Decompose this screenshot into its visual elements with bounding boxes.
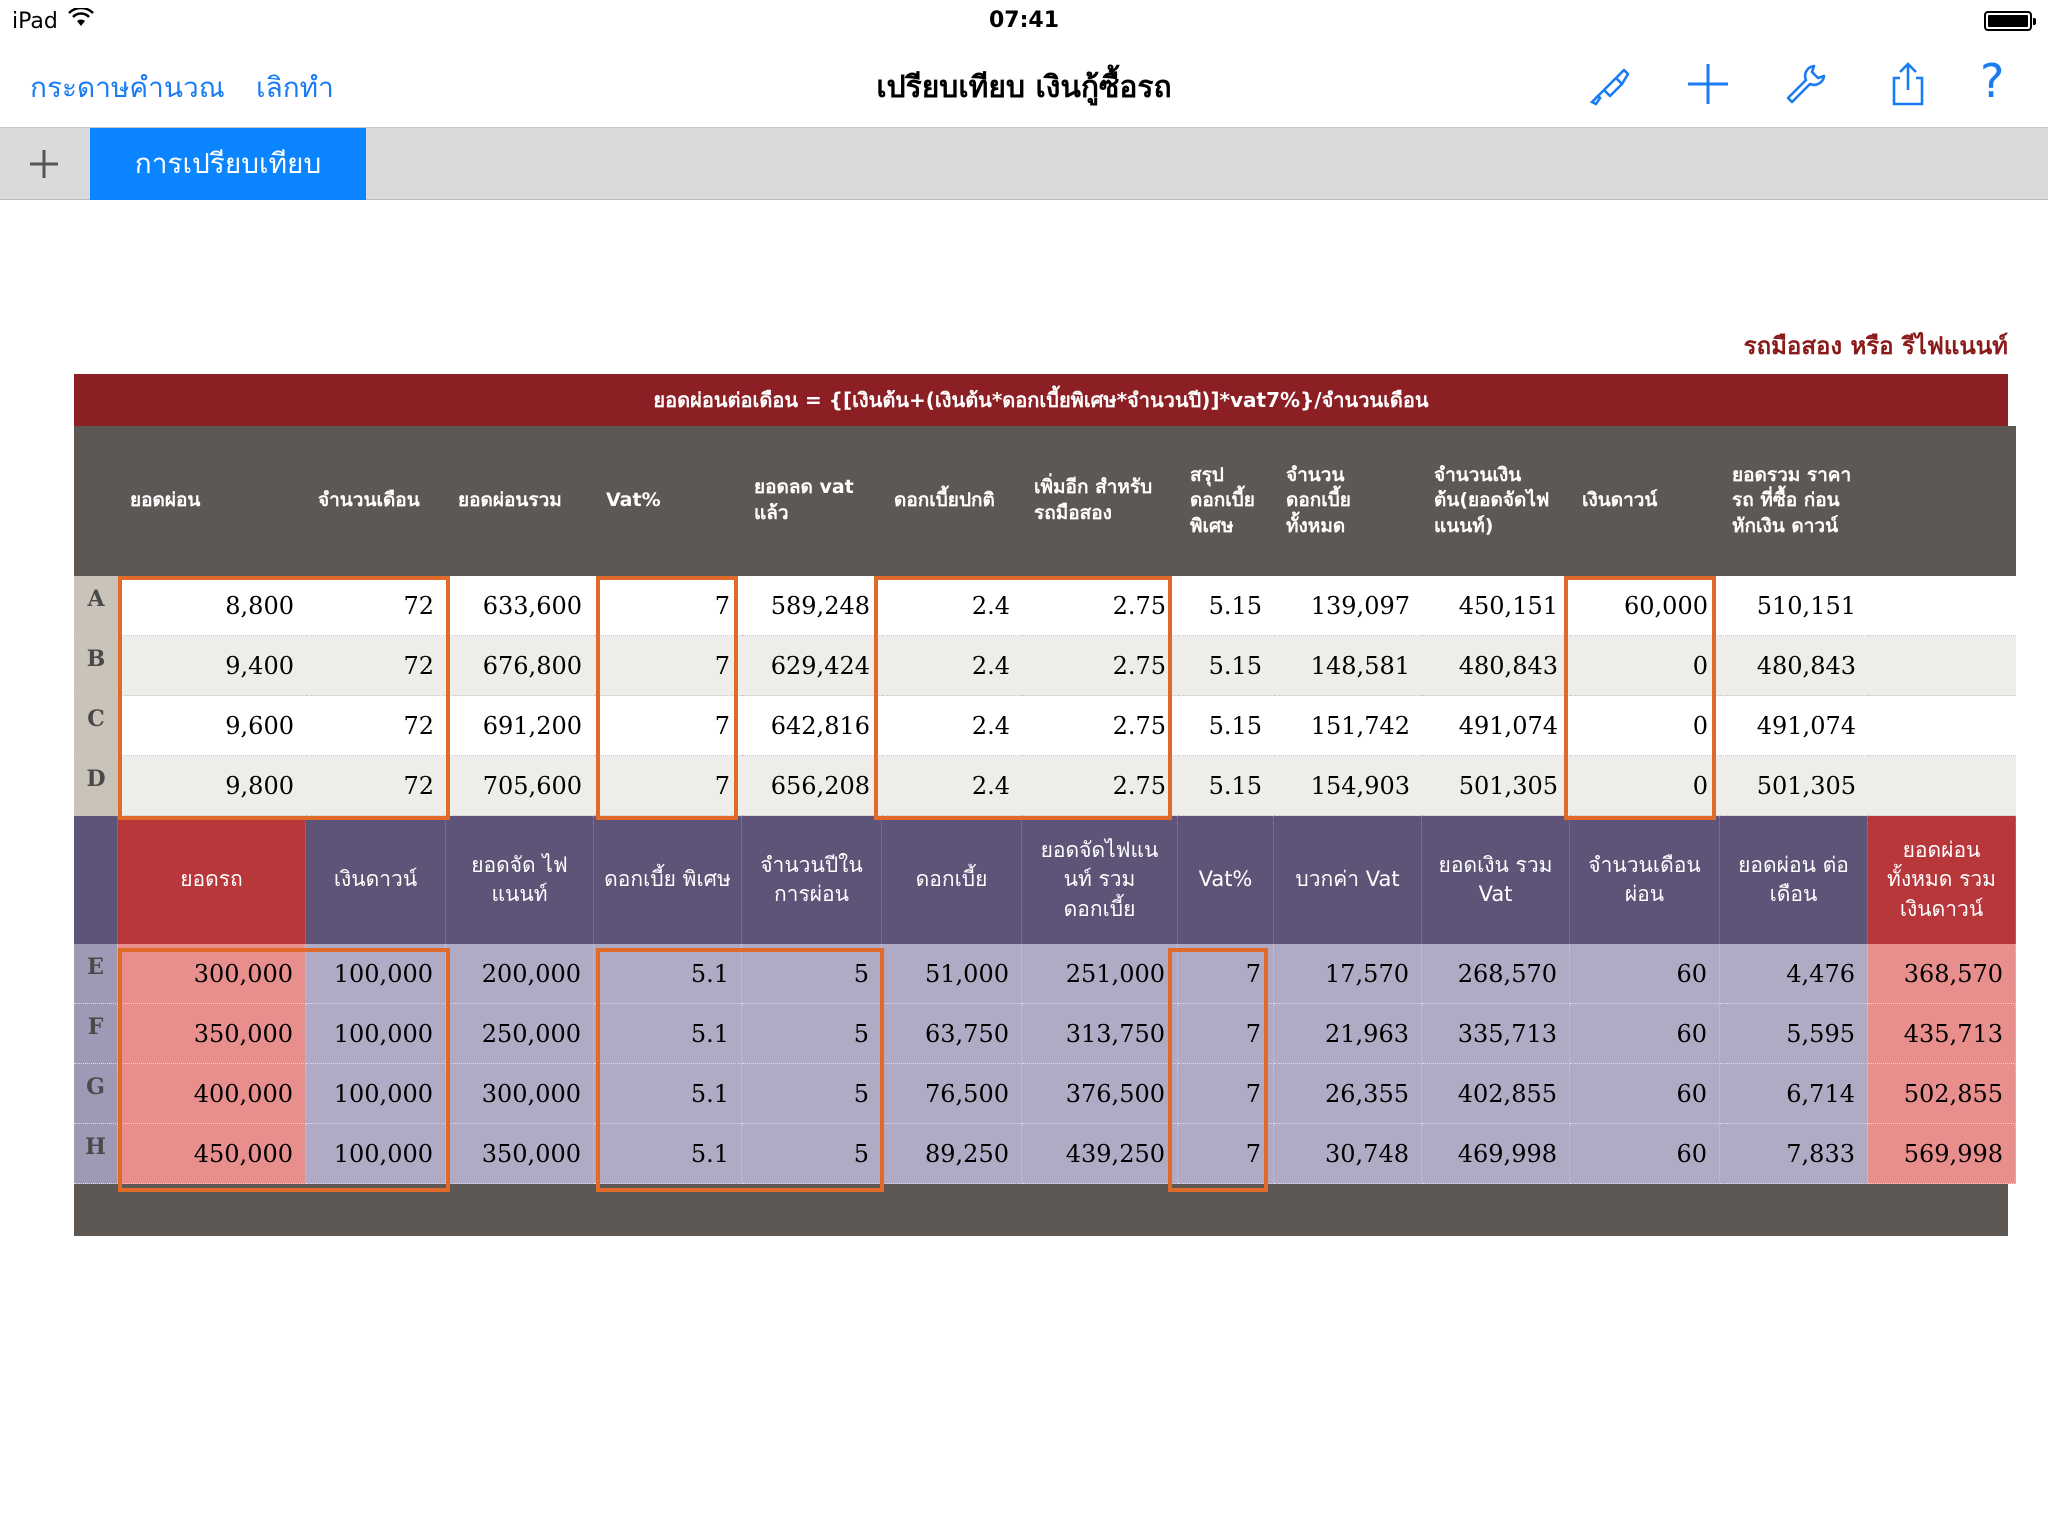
table-cell[interactable]: 300,000 (446, 1064, 594, 1124)
table-cell[interactable]: 148,581 (1274, 636, 1422, 696)
table-cell[interactable]: 0 (1570, 756, 1720, 816)
table-cell[interactable]: 7,833 (1720, 1124, 1868, 1184)
header-cell (1868, 426, 2016, 576)
table-cell[interactable]: 60 (1570, 1124, 1720, 1184)
status-bar (0, 0, 2048, 40)
row-label: C (74, 696, 118, 756)
table-cell[interactable]: 100,000 (306, 1004, 446, 1064)
table-cell[interactable]: 5.15 (1178, 636, 1274, 696)
table-cell[interactable]: 691,200 (446, 696, 594, 756)
header-cell: จำนวน ดอกเบี้ย ทั้งหมด (1274, 426, 1422, 576)
table-cell[interactable]: 435,713 (1868, 1004, 2016, 1064)
header-cell: ยอดจัดไฟแน นท์ รวม ดอกเบี้ย (1022, 816, 1178, 944)
row-label: E (74, 944, 118, 1004)
table-cell[interactable]: 2.4 (882, 696, 1022, 756)
header-cell: บวกค่า Vat (1274, 816, 1422, 944)
row-label: A (74, 576, 118, 636)
bottom-rows (74, 944, 2008, 1184)
header-cell: ดอกเบี้ย พิเศษ (594, 816, 742, 944)
table-cell[interactable]: 469,998 (1422, 1124, 1570, 1184)
header-row-bottom (74, 816, 2008, 944)
table-cell[interactable]: 63,750 (882, 1004, 1022, 1064)
table-cell[interactable]: 30,748 (1274, 1124, 1422, 1184)
table-cell[interactable]: 9,600 (118, 696, 306, 756)
tab-comparison[interactable]: การเปรียบเทียบ (90, 128, 366, 200)
table-cell[interactable]: 335,713 (1422, 1004, 1570, 1064)
table-cell[interactable]: 705,600 (446, 756, 594, 816)
table-cell[interactable]: 5 (742, 1064, 882, 1124)
header-cell: เงินดาวน์ (1570, 426, 1720, 576)
sheet-subtitle: รถมือสอง หรือ รีไฟแนนท์ (1743, 332, 2008, 360)
table-cell[interactable]: 200,000 (446, 944, 594, 1004)
table-cell[interactable]: 154,903 (1274, 756, 1422, 816)
table-cell[interactable]: 5.1 (594, 1064, 742, 1124)
table-cell[interactable]: 2.4 (882, 576, 1022, 636)
header-cell: เงินดาวน์ (306, 816, 446, 944)
table-cell[interactable]: 501,305 (1422, 756, 1570, 816)
table-cell[interactable]: 7 (594, 636, 742, 696)
table-cell[interactable]: 450,000 (118, 1124, 306, 1184)
top-rows (74, 576, 2008, 816)
table-cell[interactable]: 60 (1570, 944, 1720, 1004)
table-cell[interactable]: 7 (1178, 1064, 1274, 1124)
table-cell[interactable]: 2.75 (1022, 756, 1178, 816)
table-cell[interactable]: 376,500 (1022, 1064, 1178, 1124)
table-cell[interactable]: 0 (1570, 636, 1720, 696)
table-cell[interactable]: 250,000 (446, 1004, 594, 1064)
table-cell[interactable]: 7 (594, 576, 742, 636)
table-cell[interactable]: 300,000 (118, 944, 306, 1004)
table-cell[interactable]: 5,595 (1720, 1004, 1868, 1064)
header-cell: ยอดรวม ราคารถ ที่ซื้อ ก่อนหักเงิน ดาวน์ (1720, 426, 1868, 576)
wrench-icon[interactable] (1782, 60, 1830, 108)
add-sheet-icon[interactable] (18, 140, 70, 188)
table-cell[interactable] (1868, 576, 2016, 636)
table-row (74, 756, 2008, 816)
table-cell[interactable]: 2.4 (882, 636, 1022, 696)
table-cell[interactable]: 72 (306, 756, 446, 816)
table-cell[interactable]: 491,074 (1720, 696, 1868, 756)
table-row (74, 1004, 2008, 1064)
table-cell[interactable]: 100,000 (306, 1064, 446, 1124)
device-name: iPad (12, 8, 58, 34)
table-row (74, 636, 2008, 696)
table-cell[interactable]: 7 (594, 696, 742, 756)
table-cell[interactable]: 5.1 (594, 1124, 742, 1184)
battery-icon (1984, 11, 2032, 31)
table-cell[interactable]: 9,400 (118, 636, 306, 696)
table-cell[interactable]: 72 (306, 696, 446, 756)
table-cell[interactable]: 589,248 (742, 576, 882, 636)
table-cell[interactable]: 9,800 (118, 756, 306, 816)
table-cell[interactable]: 633,600 (446, 576, 594, 636)
table-cell[interactable]: 569,998 (1868, 1124, 2016, 1184)
table-cell[interactable]: 5 (742, 944, 882, 1004)
spreadsheets-link[interactable]: กระดาษคำนวณ (30, 71, 225, 104)
header-cell: ยอดจัด ไฟ แนนท์ (446, 816, 594, 944)
table-row (74, 1124, 2008, 1184)
table-cell[interactable]: 480,843 (1720, 636, 1868, 696)
table-cell[interactable]: 2.75 (1022, 576, 1178, 636)
table-cell[interactable]: 100,000 (306, 1124, 446, 1184)
table-cell[interactable]: 350,000 (446, 1124, 594, 1184)
table-cell[interactable]: 2.75 (1022, 696, 1178, 756)
table-cell[interactable]: 72 (306, 576, 446, 636)
header-cell: ดอกเบี้ยปกติ (882, 426, 1022, 576)
table-cell[interactable]: 2.4 (882, 756, 1022, 816)
table-cell[interactable]: 76,500 (882, 1064, 1022, 1124)
table-cell[interactable]: 5.1 (594, 1004, 742, 1064)
table-cell[interactable]: 480,843 (1422, 636, 1570, 696)
table-cell[interactable]: 439,250 (1022, 1124, 1178, 1184)
share-icon[interactable] (1884, 60, 1932, 108)
table-cell[interactable]: 60 (1570, 1004, 1720, 1064)
table-cell[interactable]: 21,963 (1274, 1004, 1422, 1064)
table-cell[interactable]: 629,424 (742, 636, 882, 696)
header-cell: จำนวนเดือน (306, 426, 446, 576)
table-cell[interactable] (1868, 636, 2016, 696)
table-cell[interactable]: 350,000 (118, 1004, 306, 1064)
header-cell: ยอดรถ (118, 816, 306, 944)
plus-icon[interactable] (1684, 60, 1732, 108)
table-row (74, 696, 2008, 756)
help-icon[interactable]: ? (1980, 54, 2005, 108)
table-cell[interactable]: 450,151 (1422, 576, 1570, 636)
table-cell[interactable]: 4,476 (1720, 944, 1868, 1004)
header-cell: สรุป ดอกเบี้ย พิเศษ (1178, 426, 1274, 576)
table-cell[interactable]: 72 (306, 636, 446, 696)
table-cell[interactable]: 26,355 (1274, 1064, 1422, 1124)
table-cell[interactable]: 60,000 (1570, 576, 1720, 636)
table-cell[interactable]: 7 (1178, 1124, 1274, 1184)
table-cell[interactable]: 139,097 (1274, 576, 1422, 636)
table-cell[interactable]: 7 (1178, 1004, 1274, 1064)
header-cell: จำนวนปีใน การผ่อน (742, 816, 882, 944)
header-cell: เพิ่มอีก สำหรับ รถมือสอง (1022, 426, 1178, 576)
header-cell: จำนวนเดือน ผ่อน (1570, 816, 1720, 944)
row-label: D (74, 756, 118, 816)
table-cell[interactable]: 5.15 (1178, 756, 1274, 816)
table-cell[interactable]: 642,816 (742, 696, 882, 756)
table-cell[interactable] (1868, 756, 2016, 816)
table-cell[interactable]: 6,714 (1720, 1064, 1868, 1124)
table-row (74, 944, 2008, 1004)
status-time: 07:41 (988, 8, 1060, 33)
table-cell[interactable]: 502,855 (1868, 1064, 2016, 1124)
table-cell[interactable]: 51,000 (882, 944, 1022, 1004)
header-cell: ยอดผ่อน ทั้งหมด รวม เงินดาวน์ (1868, 816, 2016, 944)
table-cell[interactable]: 368,570 (1868, 944, 2016, 1004)
header-cell: Vat% (594, 426, 742, 576)
table-cell[interactable]: 5.1 (594, 944, 742, 1004)
table-cell[interactable]: 7 (594, 756, 742, 816)
table-cell[interactable]: 251,000 (1022, 944, 1178, 1004)
row-label: G (74, 1064, 118, 1124)
table-cell[interactable]: 89,250 (882, 1124, 1022, 1184)
navigation-bar (0, 40, 2048, 128)
header-cell: จำนวนเงิน ต้น(ยอดจัดไฟ แนนท์) (1422, 426, 1570, 576)
table-row (74, 576, 2008, 636)
table-row (74, 1064, 2008, 1124)
table-cell[interactable]: 17,570 (1274, 944, 1422, 1004)
table-cell[interactable]: 5 (742, 1124, 882, 1184)
row-label: F (74, 1004, 118, 1064)
table-cell[interactable]: 5 (742, 1004, 882, 1064)
header-cell: ยอดผ่อน (118, 426, 306, 576)
table-cell[interactable]: 400,000 (118, 1064, 306, 1124)
table-footer (74, 1184, 2008, 1236)
table-cell[interactable]: 501,305 (1720, 756, 1868, 816)
table-cell[interactable]: 100,000 (306, 944, 446, 1004)
formula-banner: ยอดผ่อนต่อเดือน = {[เงินต้น+(เงินต้น*ดอกเบี้ยพิเศษ*จำนวนปี)]*vat7%}/จำนวนเดือน (74, 374, 2008, 426)
row-label-header (74, 816, 118, 944)
table-cell[interactable]: 5.15 (1178, 696, 1274, 756)
document-title: เปรียบเทียบ เงินกู้ซื้อรถ (876, 70, 1172, 105)
table-cell[interactable]: 510,151 (1720, 576, 1868, 636)
header-cell: ยอดลด vat แล้ว (742, 426, 882, 576)
row-label-header (74, 426, 118, 576)
table-cell[interactable]: 151,742 (1274, 696, 1422, 756)
table-cell[interactable]: 402,855 (1422, 1064, 1570, 1124)
table-cell[interactable]: 676,800 (446, 636, 594, 696)
brush-icon[interactable] (1586, 60, 1634, 108)
table-cell[interactable]: 60 (1570, 1064, 1720, 1124)
header-cell: ยอดเงิน รวม Vat (1422, 816, 1570, 944)
table-cell[interactable]: 491,074 (1422, 696, 1570, 756)
table-cell[interactable]: 2.75 (1022, 636, 1178, 696)
header-cell: ดอกเบี้ย (882, 816, 1022, 944)
header-cell: ยอดผ่อนรวม (446, 426, 594, 576)
table-cell[interactable]: 656,208 (742, 756, 882, 816)
table-cell[interactable]: 0 (1570, 696, 1720, 756)
table-cell[interactable] (1868, 696, 2016, 756)
spreadsheet-table (74, 374, 2008, 1236)
table-cell[interactable]: 5.15 (1178, 576, 1274, 636)
row-label: H (74, 1124, 118, 1184)
undo-link[interactable]: เลิกทำ (256, 71, 334, 104)
table-cell[interactable]: 313,750 (1022, 1004, 1178, 1064)
sheet-tab-bar (0, 128, 2048, 200)
table-cell[interactable]: 8,800 (118, 576, 306, 636)
row-label: B (74, 636, 118, 696)
table-cell[interactable]: 7 (1178, 944, 1274, 1004)
header-row-top (74, 426, 2008, 576)
header-cell: Vat% (1178, 816, 1274, 944)
header-cell: ยอดผ่อน ต่อ เดือน (1720, 816, 1868, 944)
table-cell[interactable]: 268,570 (1422, 944, 1570, 1004)
